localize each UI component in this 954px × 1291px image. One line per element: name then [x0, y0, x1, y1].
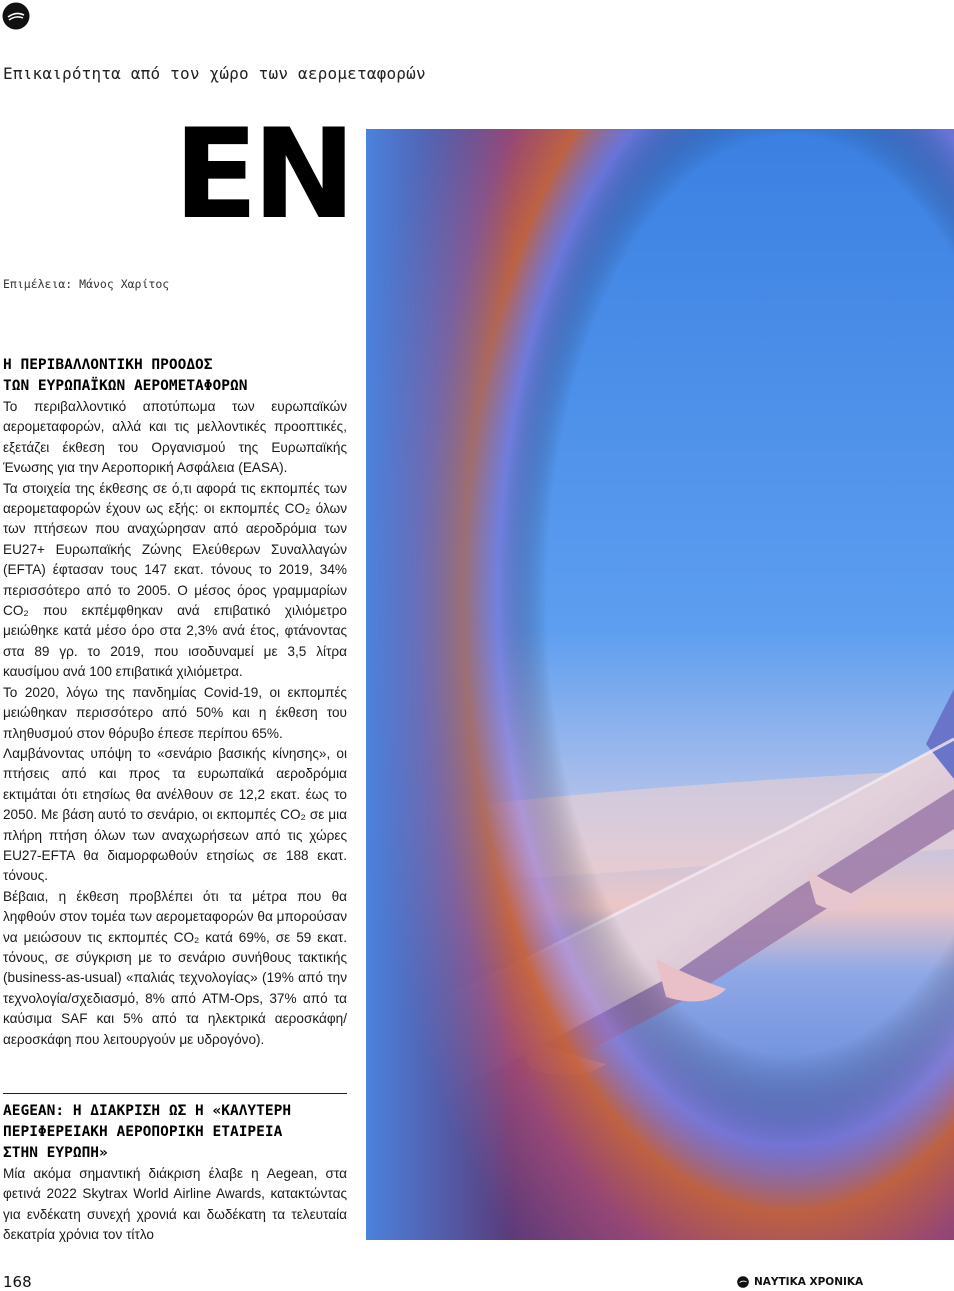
brand-name: ΝΑΥΤΙΚΑ ΧΡΟΝΙΚΑ [754, 1276, 864, 1288]
editor-credit: Επιμέλεια: Μάνος Χαρίτος [3, 277, 170, 291]
footer-brand [737, 1276, 863, 1288]
article-paragraph: Βέβαια, η έκθεση προβλέπει ότι τα μέτρα που θα ληφθούν στον τομέα των αερομεταφορών θα μπορούσαν να μειώσουν τις εκπομπές CO₂ κατά 69%, σε 59 εκατ. τόνους, σε σύγκριση με το σενάριο συνήθους τακτικής (business-as-usual) «παλιάς τεχνολογίας» (19% από την τεχνολογία/σχεδιασμό, 8% από ATM-Ops, 37% από τα καύσιμα SAF και 5% από τα ηλεκτρικά αεροσκάφη/αεροσκάφη που λειτουργούν με υδρογόνο). [3, 888, 347, 1047]
article-aegean-award [3, 1101, 347, 1246]
article-paragraph: Τα στοιχεία της έκθεσης σε ό,τι αφορά τις εκπομπές των αερομεταφορών έχουν ως εξής: οι εκπομπές CO₂ όλων των πτήσεων που αναχώρησαν από αεροδρόμια των EU27+ Ευρωπαϊκής Ζώνης Ελεύθερων Συναλλαγών (EFTA) έφτασαν τους 147 εκατ. τόνους το 2019, 34% περισσότερο από το 2005. Ο μέσος όρος γραμμαρίων CO₂ που εκπέμφθηκαν ανά επιβατικό χιλιόμετρο μειώθηκε κατά μέσο όρο στα 2,3% ανά έτος, φτάνοντας στα 89 γρ. το 2019, που ισοδυναμεί με 3,5 λίτρα καυσίμου ανά 100 επιβατικά χιλιόμετρα. [3, 480, 347, 680]
article-paragraph: Λαμβάνοντας υπόψη το «σενάριο βασικής κίνησης», οι πτήσεις από και προς τα ευρωπαϊκά αεροδρόμια εκτιμάται ότι ετησίως θα ανέλθουν σε 12,2 εκατ. έως το 2050. Με βάση αυτό το σενάριο, οι εκπομπές CO₂ σε μια πλήρη πτήση όλων των αναχωρήσεων από τις χώρες EU27-EFTA θα διαμορφωθούν ετησίως σε 188 εκατ. τόνους. [3, 745, 347, 884]
section-title: EN [173, 103, 350, 247]
article-heading: AEGEAN: Η ΔΙΑΚΡΙΣΗ ΩΣ Η «ΚΑΛΥΤΕΡΗ ΠΕΡΙΦΕΡΕΙΑΚΗ ΑΕΡΟΠΟΡΙΚΗ ΕΤΑΙΡΕΙΑ ΣΤΗΝ ΕΥΡΩΠΗ» [3, 1103, 292, 1161]
page-number: 168 [3, 1273, 32, 1291]
magazine-logo-icon [2, 2, 30, 30]
article-paragraph: Το 2020, λόγω της πανδημίας Covid-19, οι εκπομπές μειώθηκαν περισσότερο από 50% και η έκθεση του πληθυσμού στον θόρυβο έπεσε περίπου 65%. [3, 684, 347, 741]
article-paragraph: Μία ακόμα σημαντική διάκριση έλαβε η Aegean, στα φετινά 2022 Skytrax World Airline Awards, κατακτώντας για ενδέκατη συνεχή χρονιά και δωδέκατη τα τελευταία δεκατρία χρόνια τον τίτλο [3, 1166, 347, 1243]
article-paragraph: Το περιβαλλοντικό αποτύπωμα των ευρωπαϊκών αερομεταφορών, αλλά και τις μελλοντικές προοπτικές, εξετάζει έκθεση του Οργανισμού της Ευρωπαϊκής Ένωσης για την Αεροπορική Ασφάλεια (EASA). [3, 399, 347, 476]
brand-logo-icon [737, 1276, 749, 1288]
article-divider [3, 1093, 347, 1094]
section-kicker: Επικαιρότητα από τον χώρο των αερομεταφορών [3, 64, 426, 83]
airplane-window-photo [366, 129, 954, 1240]
article-heading: Η ΠΕΡΙΒΑΛΛΟΝΤΙΚΗ ΠΡΟΟΔΟΣ ΤΩΝ ΕΥΡΩΠΑΪΚΩΝ ΑΕΡΟΜΕΤΑΦΟΡΩΝ [3, 357, 248, 394]
article-environmental-progress [3, 355, 347, 1050]
